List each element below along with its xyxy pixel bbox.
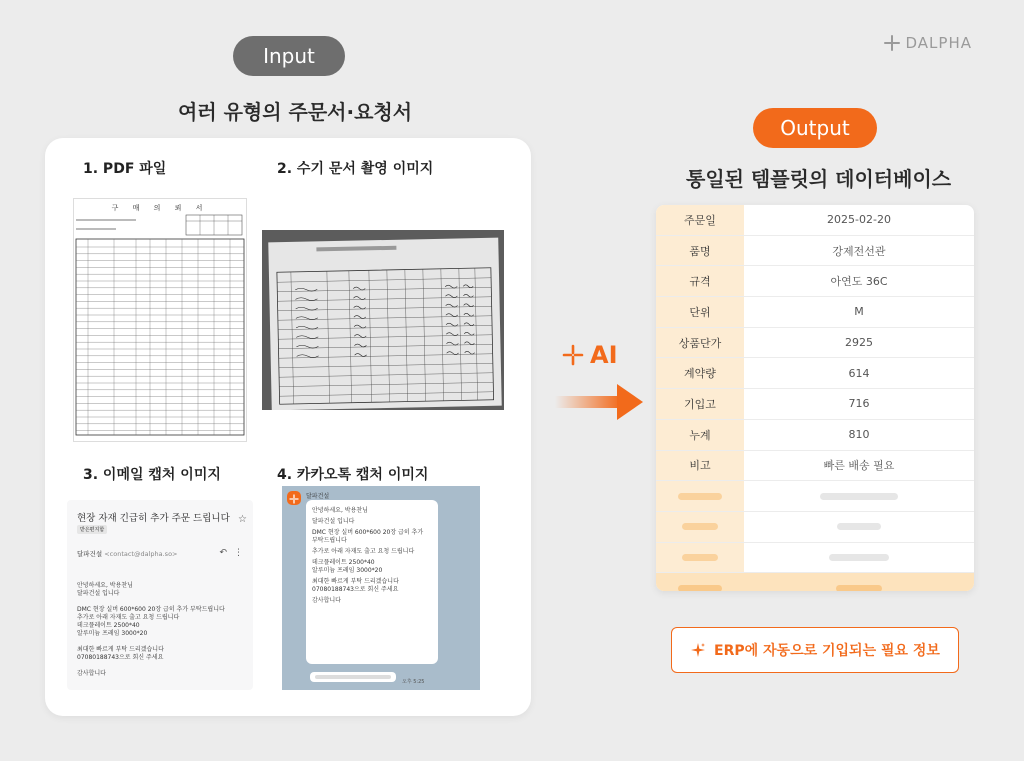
- chat-message-line: 안녕하세요, 박용찬님: [312, 507, 368, 514]
- chat-sender: 달파건설: [306, 493, 330, 500]
- chat-message: [306, 500, 438, 612]
- database-field-value: M: [854, 305, 864, 319]
- pdf-thumbnail: [73, 198, 247, 442]
- placeholder-field-value: [744, 573, 974, 591]
- database-field-value: 강제전선관: [832, 244, 886, 258]
- star-icon: ☆: [238, 514, 247, 525]
- placeholder-field-name: [656, 573, 744, 591]
- dalpha-avatar-icon: [287, 492, 301, 506]
- database-field-name: 품명: [656, 236, 744, 266]
- database-field-name: 규격: [656, 266, 744, 296]
- database-row: [656, 297, 974, 328]
- placeholder-field-value: [744, 512, 974, 542]
- database-row: [656, 266, 974, 297]
- placeholder-field-value: [744, 543, 974, 573]
- email-body-line: 안녕하세요, 박용찬님: [77, 582, 133, 589]
- database-row: [656, 328, 974, 359]
- email-body-line: 07080188743으로 회신 주세요: [77, 654, 164, 661]
- chat-bubble-next: [310, 672, 396, 682]
- email-body-line: [77, 662, 247, 670]
- email-body-line: 달파건설 입니다: [77, 590, 120, 597]
- ai-label: [562, 341, 618, 369]
- dalpha-ai-icon: [562, 344, 584, 366]
- chat-avatar: [287, 491, 301, 505]
- quadrant-label-kakaotalk: 4. 카카오톡 캡처 이미지: [277, 467, 429, 483]
- database-row: [656, 236, 974, 267]
- database-row: [656, 451, 974, 482]
- chat-message-line: 07080188743으로 회신 주세요: [312, 586, 399, 593]
- input-title: 여러 유형의 주문서·요청서: [178, 100, 413, 124]
- handwritten-paper: [268, 238, 501, 410]
- database-field-value: 716: [848, 397, 870, 411]
- placeholder-field-value: [744, 481, 974, 511]
- database-field-value: 614: [848, 366, 870, 380]
- email-body-line: 데크플레이트 2500*40: [77, 622, 140, 629]
- output-title: 통일된 템플릿의 데이터베이스: [686, 167, 952, 191]
- input-card: [45, 138, 531, 716]
- quadrant-label-pdf: 1. PDF 파일: [83, 161, 167, 177]
- database-field-value: 2925: [845, 336, 873, 350]
- handwritten-grid: [268, 238, 501, 410]
- email-sender: 달파건설: [77, 550, 103, 558]
- database-field-name: 단위: [656, 297, 744, 327]
- chat-time: 오후 5:25: [402, 679, 425, 685]
- email-body-line: 최대한 빠르게 부탁 드리겠습니다: [77, 646, 164, 653]
- chat-message-line: 감사합니다: [312, 597, 341, 604]
- handwritten-photo-thumbnail: [262, 230, 504, 410]
- email-subject: 현장 자재 긴급히 추가 주문 드립니다: [77, 513, 230, 524]
- ai-text: AI: [590, 341, 618, 369]
- pdf-order-table: [74, 213, 246, 438]
- database-placeholder-row: [656, 543, 974, 574]
- erp-note: [671, 627, 959, 673]
- chat-message-line: 데크플레이트 2500*40: [312, 559, 375, 566]
- dalpha-logo-icon: [884, 35, 900, 51]
- chat-bubble: [306, 500, 438, 664]
- database-row: [656, 389, 974, 420]
- database-rows: [656, 205, 974, 591]
- chat-message-line: 추가로 아래 자재도 출고 요청 드립니다: [312, 548, 415, 555]
- database-row: [656, 420, 974, 451]
- email-body-line: [77, 598, 247, 606]
- brand-logo: [884, 34, 973, 52]
- output-badge: Output: [753, 108, 877, 148]
- email-body-line: DMC 현장 실버 600*600 20장 급히 추가 부탁드립니다: [77, 606, 225, 613]
- reply-icon: ↶: [219, 548, 227, 558]
- database-field-value: 아연도 36C: [830, 275, 888, 289]
- database-field-value: 2025-02-20: [827, 213, 891, 227]
- quadrant-label-email: 3. 이메일 캡처 이미지: [83, 467, 221, 483]
- chat-message-line: 알루미늄 프레임 3000*20: [312, 567, 383, 574]
- chat-message-line: 부탁드립니다: [312, 537, 347, 544]
- email-folder-tag: 받은편지함: [77, 525, 107, 534]
- email-body: [77, 582, 247, 678]
- database-placeholder-row: [656, 481, 974, 512]
- email-sender-line: [77, 549, 178, 558]
- email-body-line: 추가로 아래 자재도 출고 요청 드립니다: [77, 614, 180, 621]
- database-field-name: 누계: [656, 420, 744, 450]
- database-row: [656, 358, 974, 389]
- kakaotalk-thumbnail: [282, 486, 480, 690]
- database-table: [656, 205, 974, 591]
- database-field-name: 주문일: [656, 205, 744, 235]
- erp-note-text: ERP에 자동으로 기입되는 필요 정보: [714, 643, 940, 659]
- brand-name: DALPHA: [905, 34, 972, 52]
- database-field-name: 비고: [656, 451, 744, 481]
- database-placeholder-row: [656, 573, 974, 591]
- database-field-value: 810: [848, 428, 870, 442]
- placeholder-field-name: [656, 543, 744, 573]
- sparkle-icon: [690, 642, 706, 658]
- placeholder-field-name: [656, 481, 744, 511]
- email-body-line: 감사합니다: [77, 670, 106, 677]
- placeholder-field-name: [656, 512, 744, 542]
- email-body-line: 알루미늄 프레임 3000*20: [77, 630, 148, 637]
- database-field-name: 계약량: [656, 358, 744, 388]
- database-field-name: 상품단가: [656, 328, 744, 358]
- flow-arrow-icon: [555, 382, 645, 422]
- database-row: [656, 205, 974, 236]
- quadrant-label-handwritten: 2. 수기 문서 촬영 이미지: [277, 161, 434, 177]
- database-field-name: 기입고: [656, 389, 744, 419]
- email-body-line: [77, 638, 247, 646]
- email-sender-address: <contact@dalpha.so>: [104, 550, 178, 558]
- database-placeholder-row: [656, 512, 974, 543]
- database-field-value: 빠른 배송 필요: [823, 459, 895, 473]
- chat-message-line: 최대한 빠르게 부탁 드리겠습니다: [312, 578, 399, 585]
- chat-message-line: 달파건설 입니다: [312, 518, 355, 525]
- more-options-icon: ⋮: [234, 548, 243, 558]
- email-thumbnail: [67, 500, 253, 690]
- chat-message-line: DMC 현장 실버 600*600 20장 급히 추가: [312, 529, 424, 536]
- input-badge: Input: [233, 36, 345, 76]
- pdf-doc-title: 구 매 의 뢰 서: [111, 204, 209, 212]
